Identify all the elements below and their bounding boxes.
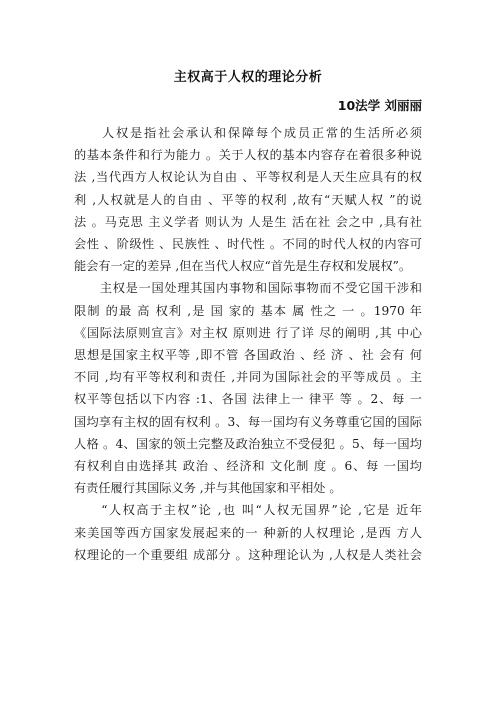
text-line: 来美国等西方国家发展起来的一 种新的人权理论 ,是西 方人 (74, 525, 422, 540)
document-title: 主权高于人权的理论分析 (173, 70, 323, 85)
text-line: 的基本条件和行为能力 。关于人权的基本内容存在着很多种说 (74, 148, 422, 163)
text-line: 限制 的最 高 权利 ,是 国 家的 基本 属 性之 一 。1970 年 (74, 303, 422, 318)
paragraph-sovereignty (74, 277, 422, 499)
text-line: 《国际法原则宣言》对主权 原则进 行了详 尽的阐明 ,其 中心 (74, 325, 422, 340)
text-line: 有责任履行其国际义务 ,并与其他国家和平相处 。 (74, 481, 342, 496)
document-body (74, 122, 422, 566)
text-line: “人权高于主权”论 ,也 叫“人权无国界”论 ,它是 近年 (74, 503, 422, 518)
text-line: 会性 、阶级性 、民族性 、时代性 。不同的时代人权的内容可 (74, 237, 422, 252)
paragraph-human-rights-over-sovereignty (74, 499, 422, 566)
text-line: 法 。马克思 主义学者 则认为 人是生 活在社 会之中 ,具有社 (74, 214, 422, 229)
paragraph-human-rights (74, 122, 422, 277)
document-author: 10法学 刘丽丽 (337, 98, 422, 113)
text-line: 法 ,当代西方人权论认为自由 、平等权利是人天生应具有的权 (74, 170, 422, 185)
text-line: 能会有一定的差异 ,但在当代人权应“首先是生存权和发展权”。 (74, 259, 412, 274)
text-line: 权平等包括以下内容 :1、各国 法律上一 律平 等 。2、每 一 (74, 392, 422, 407)
text-line: 不同 ,均有平等权利和责任 ,并同为国际社会的平等成员 。主 (74, 370, 422, 385)
text-line: 有权利自由选择其 政治 、经济和 文化制 度 。6、每 一国均 (74, 459, 422, 474)
text-line: 主权是一国处理其国内事物和国际事物而不受它国干涉和 (74, 281, 422, 296)
text-line: 国均享有主权的固有权利 。3、每一国均有义务尊重它国的国际 (74, 414, 422, 429)
text-line: 人权是指社会承认和保障每个成员正常的生活所必须 (74, 126, 422, 140)
text-line: 人格 。4、国家的领土完整及政治独立不受侵犯 。5、每一国均 (74, 436, 422, 451)
text-line: 思想是国家主权平等 ,即不管 各国政治 、经 济 、社 会有 何 (74, 348, 422, 363)
text-line: 权理论的一个重要组 成部分 。这种理论认为 ,人权是人类社会 (74, 547, 422, 562)
text-line: 利 ,人权就是人的自由 、平等的权利 ,故有“天赋人权 ”的说 (74, 192, 422, 207)
